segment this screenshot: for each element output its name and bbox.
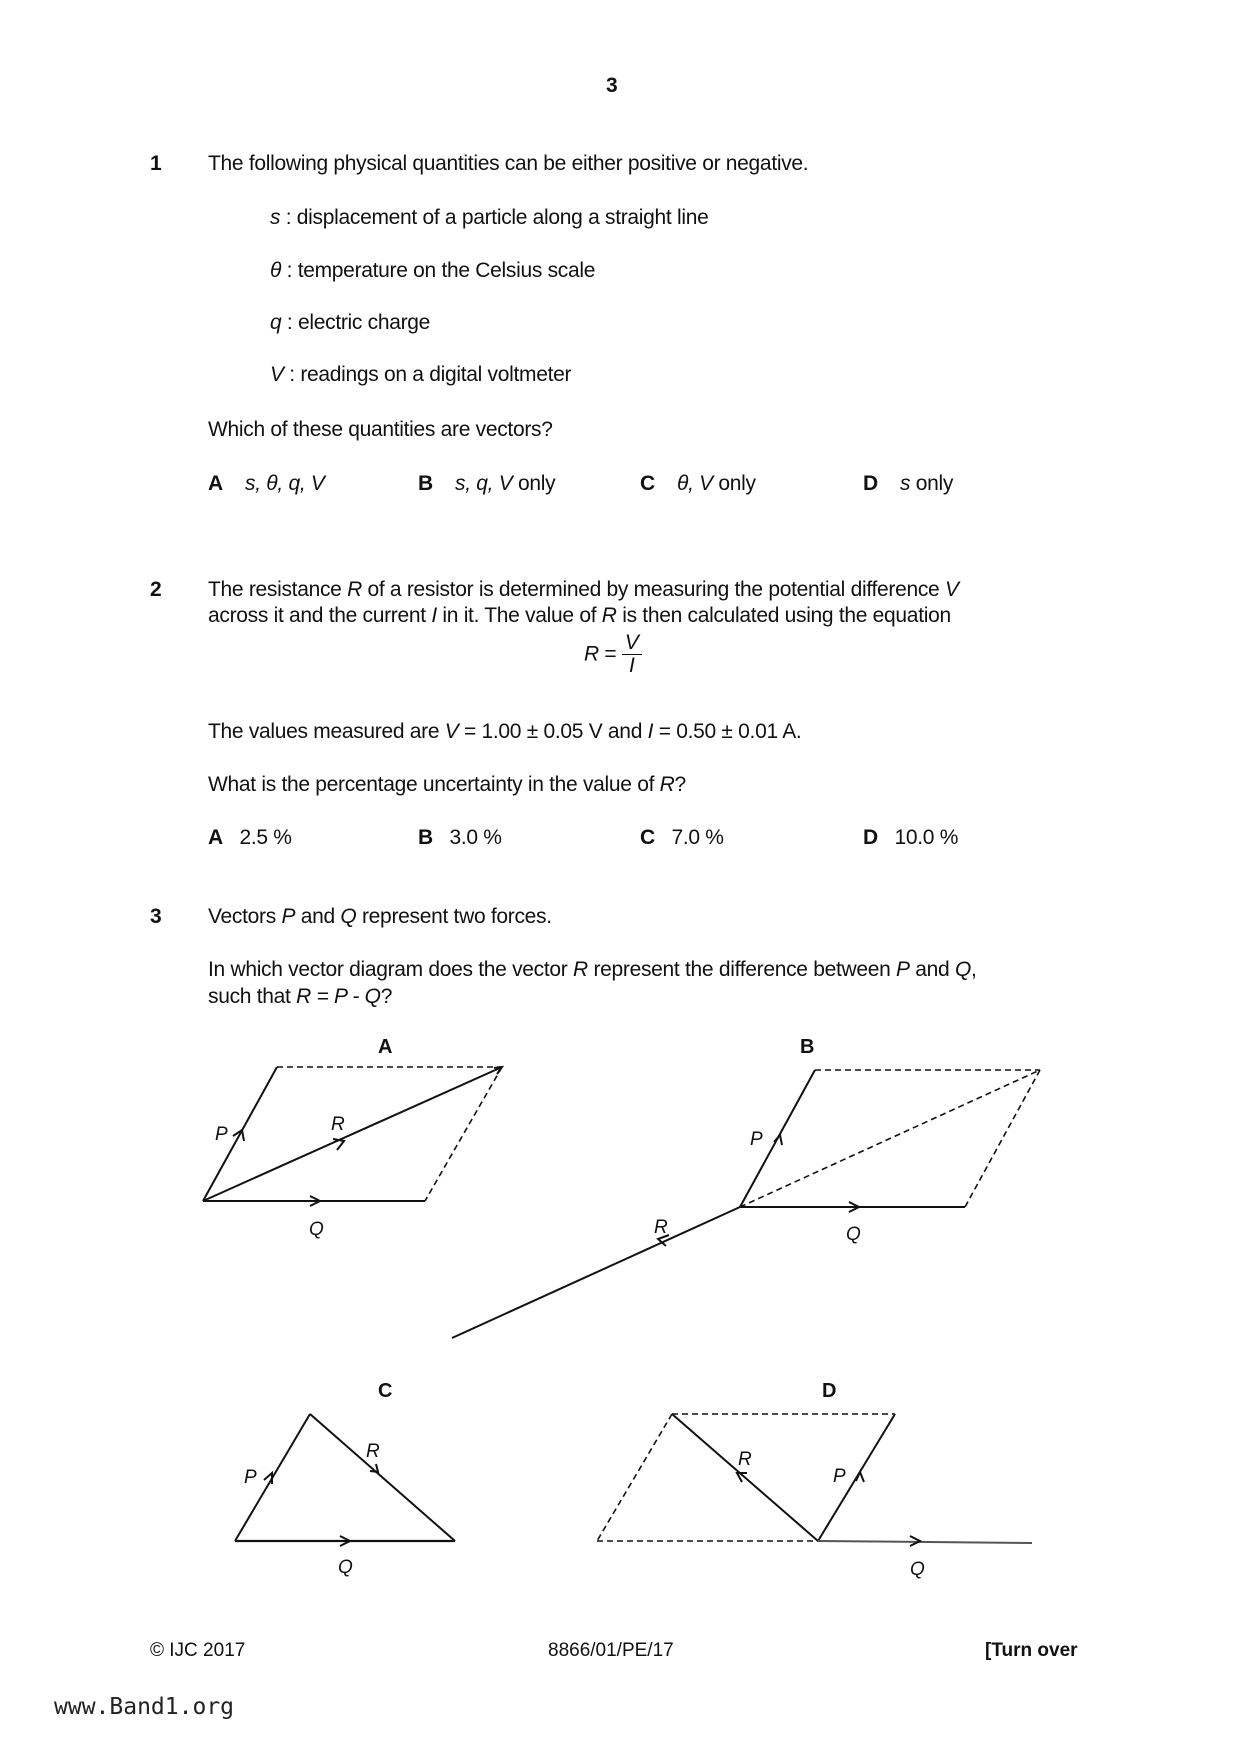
text: such that xyxy=(208,985,297,1008)
symbol: I xyxy=(431,604,437,627)
option-letter: D xyxy=(863,826,878,849)
denominator: I xyxy=(629,654,635,677)
copyright: © IJC 2017 xyxy=(150,1640,246,1661)
text: represent the difference between xyxy=(587,958,897,981)
watermark-link[interactable]: www.Band1.org xyxy=(54,1694,235,1720)
turn-over: [Turn over xyxy=(985,1640,1078,1661)
option-text: 7.0 % xyxy=(671,826,724,849)
option-letter: D xyxy=(863,472,878,495)
question-stem: The following physical quantities can be either positive or negative. xyxy=(208,152,809,175)
description: : temperature on the Celsius scale xyxy=(281,259,596,282)
equation: R = P - Q xyxy=(296,985,381,1008)
text: and xyxy=(295,905,341,928)
diagram-c-label[interactable]: C xyxy=(378,1380,393,1402)
label-q: Q xyxy=(910,1559,925,1580)
text: = 1.00 ± 0.05 V and xyxy=(458,720,648,743)
symbol: Q xyxy=(340,905,357,928)
symbol: θ xyxy=(270,259,282,282)
arrowhead-icon xyxy=(333,1139,344,1150)
option-text: θ, V xyxy=(677,472,713,495)
symbol: V xyxy=(270,363,284,386)
symbol: s xyxy=(270,206,281,229)
symbol: P xyxy=(281,905,296,928)
numerator: V xyxy=(622,632,642,655)
text: The values measured are xyxy=(208,720,445,743)
symbol: I xyxy=(647,720,654,743)
vector-r xyxy=(203,1067,502,1201)
description: : displacement of a particle along a straight line xyxy=(280,206,709,229)
text: represent two forces. xyxy=(356,905,552,928)
label-q: Q xyxy=(846,1224,861,1245)
vector-q xyxy=(818,1541,1032,1543)
option-suffix: only xyxy=(910,472,954,495)
dashed-diagonal xyxy=(740,1070,1040,1207)
text: ? xyxy=(380,985,393,1008)
symbol: q xyxy=(270,311,282,334)
vector-r xyxy=(310,1414,455,1541)
text: In which vector diagram does the vector xyxy=(208,958,574,981)
label-r: R xyxy=(366,1441,380,1462)
text: in it. The value of xyxy=(436,604,602,627)
symbol: R xyxy=(659,773,675,796)
symbol: V xyxy=(444,720,459,743)
option-letter: A xyxy=(208,472,223,495)
option-letter: C xyxy=(640,472,655,495)
option-text: 2.5 % xyxy=(239,826,292,849)
text: ? xyxy=(674,773,686,796)
text: The resistance xyxy=(208,578,348,601)
equals-sign: = xyxy=(598,642,622,666)
question-number: 2 xyxy=(150,578,162,601)
diagram-b-label[interactable]: B xyxy=(800,1036,815,1058)
symbol: R xyxy=(573,958,588,981)
option-letter: C xyxy=(640,826,655,849)
label-r: R xyxy=(654,1217,668,1238)
text: What is the percentage uncertainty in the value of xyxy=(208,773,660,796)
question-number: 3 xyxy=(150,905,162,928)
label-p: P xyxy=(750,1129,763,1150)
vector-r xyxy=(672,1414,818,1541)
arrowhead-icon xyxy=(856,1472,864,1482)
option-suffix: only xyxy=(512,472,556,495)
symbol: P xyxy=(896,958,910,981)
diagram-a-label[interactable]: A xyxy=(378,1036,393,1058)
option-text: s, θ, q, V xyxy=(245,472,325,495)
description: : electric charge xyxy=(281,311,431,334)
diagram-d-label[interactable]: D xyxy=(822,1380,837,1402)
label-q: Q xyxy=(309,1219,324,1240)
option-text: s, q, V xyxy=(455,472,513,495)
symbol: R xyxy=(347,578,362,601)
label-p: P xyxy=(833,1466,846,1487)
page-number: 3 xyxy=(606,74,618,97)
text: Vectors xyxy=(208,905,282,928)
dashed-edge xyxy=(965,1070,1040,1207)
diagram-b[interactable] xyxy=(452,1070,1040,1338)
label-p: P xyxy=(244,1467,257,1488)
text: and xyxy=(909,958,955,981)
text: across it and the current xyxy=(208,604,432,627)
option-text: s xyxy=(900,472,911,495)
text: is then calculated using the equation xyxy=(616,604,951,627)
diagram-d[interactable] xyxy=(597,1414,1032,1580)
question-number: 1 xyxy=(150,152,162,175)
dashed-edge xyxy=(425,1067,502,1201)
symbol: R xyxy=(601,604,617,627)
text: of a resistor is determined by measuring the potential difference xyxy=(361,578,945,601)
option-text: 10.0 % xyxy=(894,826,959,849)
option-letter: B xyxy=(418,826,433,849)
question-prompt: Which of these quantities are vectors? xyxy=(208,418,553,441)
label-p: P xyxy=(215,1124,228,1145)
equation-lhs: R xyxy=(584,642,599,666)
label-q: Q xyxy=(338,1557,353,1578)
option-suffix: only xyxy=(712,472,756,495)
option-text: 3.0 % xyxy=(449,826,502,849)
label-r: R xyxy=(331,1114,345,1135)
text: , xyxy=(971,958,977,981)
diagram-a[interactable] xyxy=(203,1067,502,1240)
paper-code: 8866/01/PE/17 xyxy=(548,1640,674,1661)
dashed-edge xyxy=(597,1414,672,1541)
symbol: Q xyxy=(954,958,972,981)
option-letter: B xyxy=(418,472,433,495)
text: = 0.50 ± 0.01 A. xyxy=(653,720,802,743)
option-letter: A xyxy=(208,826,223,849)
label-r: R xyxy=(738,1449,752,1470)
vector-r xyxy=(452,1207,740,1338)
description: : readings on a digital voltmeter xyxy=(283,363,572,386)
diagram-c[interactable] xyxy=(235,1414,455,1578)
symbol: V xyxy=(944,578,959,601)
